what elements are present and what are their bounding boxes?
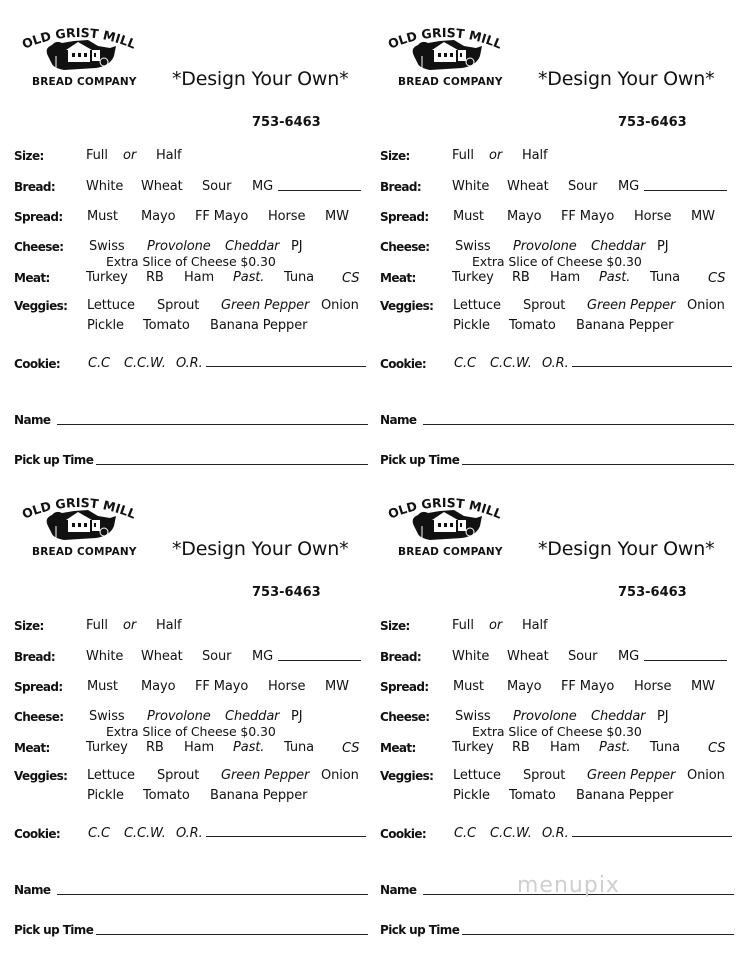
spread-option-mw[interactable]: MW	[691, 679, 715, 694]
name-label: Name	[14, 413, 51, 427]
company-logo	[18, 496, 140, 564]
order-slip-1	[0, 0, 375, 470]
cookie-option-ccw[interactable]: C.C.W.	[490, 826, 532, 841]
cookie-label: Cookie:	[14, 357, 61, 371]
meat-option-tuna[interactable]: Tuna	[650, 740, 681, 755]
veggie-option-pickle[interactable]: Pickle	[453, 318, 490, 333]
bread-option-mg[interactable]: MG	[252, 649, 274, 664]
mill-house-icon	[18, 26, 140, 76]
bread-option-wheat[interactable]: Wheat	[141, 179, 183, 194]
cookie-write-line[interactable]	[572, 366, 732, 367]
cheese-option-swiss[interactable]: Swiss	[89, 709, 125, 724]
bread-option-sour[interactable]: Sour	[568, 179, 598, 194]
meat-label: Meat:	[380, 271, 416, 285]
logo-bottom-text: BREAD COMPANY	[398, 76, 503, 88]
spread-option-mw[interactable]: MW	[325, 679, 349, 694]
cookie-label: Cookie:	[14, 827, 61, 841]
order-slip-4	[366, 470, 741, 940]
bread-option-mg[interactable]: MG	[618, 649, 640, 664]
pickup-time-write-line[interactable]	[462, 464, 734, 465]
bread-label: Bread:	[14, 180, 56, 194]
form-title: *Design Your Own*	[172, 68, 349, 90]
bread-option-sour[interactable]: Sour	[568, 649, 598, 664]
cookie-write-line[interactable]	[206, 366, 366, 367]
meat-option-cs[interactable]: CS	[708, 741, 726, 756]
cookie-option-cc[interactable]: C.C	[454, 356, 476, 371]
size-option-full[interactable]: Full	[86, 148, 108, 163]
pickup-time-write-line[interactable]	[96, 464, 368, 465]
phone-number: 753-6463	[252, 585, 321, 600]
cookie-label: Cookie:	[380, 357, 427, 371]
cheese-option-swiss[interactable]: Swiss	[455, 239, 491, 254]
size-option-full[interactable]: Full	[452, 148, 474, 163]
veggie-option-banana-pepper[interactable]: Banana Pepper	[210, 318, 308, 333]
bread-option-white[interactable]: White	[86, 649, 124, 664]
veggie-option-green-pepper[interactable]: Green Pepper	[587, 768, 676, 783]
size-option-full[interactable]: Full	[452, 618, 474, 633]
cheese-option-pj[interactable]: PJ	[657, 709, 669, 724]
cheese-option-provolone[interactable]: Provolone	[147, 239, 211, 254]
veggie-option-sprout[interactable]: Sprout	[523, 768, 566, 783]
meat-option-rb[interactable]: RB	[146, 270, 164, 285]
veggie-option-banana-pepper[interactable]: Banana Pepper	[576, 318, 674, 333]
spread-option-mayo[interactable]: Mayo	[507, 209, 542, 224]
spread-option-mayo[interactable]: Mayo	[141, 209, 176, 224]
svg-text:OLD GRIST MILL: OLD GRIST MILL	[19, 26, 139, 52]
meat-label: Meat:	[14, 741, 50, 755]
size-or-text: or	[123, 148, 137, 163]
veggie-option-sprout[interactable]: Sprout	[523, 298, 566, 313]
size-option-full[interactable]: Full	[86, 618, 108, 633]
cheese-option-cheddar[interactable]: Cheddar	[225, 709, 280, 724]
company-logo	[18, 26, 140, 94]
veggie-option-lettuce[interactable]: Lettuce	[87, 298, 135, 313]
spread-option-mw[interactable]: MW	[325, 209, 349, 224]
company-logo	[384, 496, 506, 564]
meat-label: Meat:	[380, 741, 416, 755]
bread-mg-write-line[interactable]	[278, 660, 361, 661]
meat-option-pastrami[interactable]: Past.	[599, 740, 631, 755]
meat-option-turkey[interactable]: Turkey	[452, 740, 494, 755]
cheese-option-pj[interactable]: PJ	[291, 239, 303, 254]
bread-option-sour[interactable]: Sour	[202, 179, 232, 194]
order-slip-3	[0, 470, 375, 940]
logo-bottom-text: BREAD COMPANY	[32, 546, 137, 558]
meat-option-turkey[interactable]: Turkey	[86, 270, 128, 285]
spread-option-mayo[interactable]: Mayo	[141, 679, 176, 694]
spread-option-horse[interactable]: Horse	[268, 679, 306, 694]
name-label: Name	[380, 413, 417, 427]
extra-cheese-note: Extra Slice of Cheese $0.30	[472, 254, 642, 269]
spread-option-must[interactable]: Must	[453, 679, 484, 694]
bread-label: Bread:	[380, 650, 422, 664]
form-title: *Design Your Own*	[538, 68, 715, 90]
cookie-option-ccw[interactable]: C.C.W.	[124, 826, 166, 841]
logo-bottom-text: BREAD COMPANY	[32, 76, 137, 88]
bread-option-wheat[interactable]: Wheat	[141, 649, 183, 664]
veggie-option-green-pepper[interactable]: Green Pepper	[587, 298, 676, 313]
pickup-time-label: Pick up Time	[380, 923, 460, 937]
cheese-option-pj[interactable]: PJ	[291, 709, 303, 724]
veggie-option-pickle[interactable]: Pickle	[87, 318, 124, 333]
veggie-option-lettuce[interactable]: Lettuce	[87, 768, 135, 783]
form-title: *Design Your Own*	[172, 538, 349, 560]
size-option-half[interactable]: Half	[522, 618, 548, 633]
veggies-label: Veggies:	[14, 769, 68, 783]
veggie-option-tomato[interactable]: Tomato	[509, 788, 556, 803]
veggie-option-onion[interactable]: Onion	[321, 298, 359, 313]
spread-option-must[interactable]: Must	[87, 209, 118, 224]
veggie-option-sprout[interactable]: Sprout	[157, 298, 200, 313]
name-label: Name	[380, 883, 417, 897]
veggie-option-green-pepper[interactable]: Green Pepper	[221, 768, 310, 783]
size-label: Size:	[14, 149, 44, 163]
spread-label: Spread:	[14, 680, 63, 694]
meat-option-ham[interactable]: Ham	[550, 740, 581, 755]
bread-option-sour[interactable]: Sour	[202, 649, 232, 664]
veggie-option-lettuce[interactable]: Lettuce	[453, 298, 501, 313]
cheese-option-swiss[interactable]: Swiss	[89, 239, 125, 254]
spread-label: Spread:	[380, 680, 429, 694]
watermark: menupix	[517, 873, 620, 898]
cookie-option-ccw[interactable]: C.C.W.	[124, 356, 166, 371]
size-or-text: or	[489, 148, 503, 163]
cheese-option-cheddar[interactable]: Cheddar	[591, 239, 646, 254]
veggies-label: Veggies:	[380, 299, 434, 313]
order-slip-2	[366, 0, 741, 470]
cheese-option-provolone[interactable]: Provolone	[513, 709, 577, 724]
spread-option-ff-mayo[interactable]: FF Mayo	[195, 209, 249, 224]
name-write-line[interactable]	[57, 894, 368, 895]
meat-option-cs[interactable]: CS	[708, 271, 726, 286]
veggie-option-onion[interactable]: Onion	[321, 768, 359, 783]
mill-house-icon	[18, 496, 140, 546]
veggie-option-onion[interactable]: Onion	[687, 298, 725, 313]
cheese-option-provolone[interactable]: Provolone	[513, 239, 577, 254]
size-option-half[interactable]: Half	[156, 618, 182, 633]
meat-option-tuna[interactable]: Tuna	[284, 740, 315, 755]
spread-label: Spread:	[14, 210, 63, 224]
cookie-option-cc[interactable]: C.C	[88, 826, 110, 841]
veggie-option-onion[interactable]: Onion	[687, 768, 725, 783]
company-logo	[384, 26, 506, 94]
cookie-option-cc[interactable]: C.C	[88, 356, 110, 371]
name-write-line[interactable]	[423, 424, 734, 425]
cookie-write-line[interactable]	[572, 836, 732, 837]
veggie-option-lettuce[interactable]: Lettuce	[453, 768, 501, 783]
veggie-option-pickle[interactable]: Pickle	[453, 788, 490, 803]
size-or-text: or	[123, 618, 137, 633]
bread-option-white[interactable]: White	[86, 179, 124, 194]
spread-option-must[interactable]: Must	[87, 679, 118, 694]
meat-option-pastrami[interactable]: Past.	[233, 740, 265, 755]
meat-option-pastrami[interactable]: Past.	[233, 270, 265, 285]
meat-option-ham[interactable]: Ham	[550, 270, 581, 285]
cookie-option-or[interactable]: O.R.	[542, 826, 569, 841]
cheese-option-swiss[interactable]: Swiss	[455, 709, 491, 724]
meat-option-turkey[interactable]: Turkey	[452, 270, 494, 285]
cookie-label: Cookie:	[380, 827, 427, 841]
bread-option-white[interactable]: White	[452, 179, 490, 194]
veggie-option-tomato[interactable]: Tomato	[143, 318, 190, 333]
bread-option-wheat[interactable]: Wheat	[507, 179, 549, 194]
phone-number: 753-6463	[618, 115, 687, 130]
bread-option-mg[interactable]: MG	[252, 179, 274, 194]
cheese-label: Cheese:	[380, 710, 430, 724]
cheese-option-cheddar[interactable]: Cheddar	[225, 239, 280, 254]
bread-label: Bread:	[380, 180, 422, 194]
spread-option-mayo[interactable]: Mayo	[507, 679, 542, 694]
veggie-option-pickle[interactable]: Pickle	[87, 788, 124, 803]
cheese-label: Cheese:	[14, 240, 64, 254]
size-or-text: or	[489, 618, 503, 633]
spread-option-horse[interactable]: Horse	[634, 679, 672, 694]
meat-option-cs[interactable]: CS	[342, 741, 360, 756]
meat-option-tuna[interactable]: Tuna	[650, 270, 681, 285]
cookie-option-ccw[interactable]: C.C.W.	[490, 356, 532, 371]
veggie-option-tomato[interactable]: Tomato	[143, 788, 190, 803]
extra-cheese-note: Extra Slice of Cheese $0.30	[106, 724, 276, 739]
mill-house-icon	[384, 496, 506, 546]
cookie-option-cc[interactable]: C.C	[454, 826, 476, 841]
logo-bottom-text: BREAD COMPANY	[398, 546, 503, 558]
svg-text:OLD GRIST MILL: OLD GRIST MILL	[19, 496, 139, 522]
cheese-label: Cheese:	[380, 240, 430, 254]
phone-number: 753-6463	[618, 585, 687, 600]
cookie-option-or[interactable]: O.R.	[176, 356, 203, 371]
cheese-option-pj[interactable]: PJ	[657, 239, 669, 254]
meat-option-rb[interactable]: RB	[146, 740, 164, 755]
spread-option-horse[interactable]: Horse	[634, 209, 672, 224]
phone-number: 753-6463	[252, 115, 321, 130]
bread-option-white[interactable]: White	[452, 649, 490, 664]
spread-option-mw[interactable]: MW	[691, 209, 715, 224]
veggie-option-banana-pepper[interactable]: Banana Pepper	[576, 788, 674, 803]
name-write-line[interactable]	[57, 424, 368, 425]
meat-option-cs[interactable]: CS	[342, 271, 360, 286]
extra-cheese-note: Extra Slice of Cheese $0.30	[106, 254, 276, 269]
size-label: Size:	[380, 619, 410, 633]
svg-text:OLD GRIST MILL: OLD GRIST MILL	[385, 496, 505, 522]
size-label: Size:	[380, 149, 410, 163]
cookie-option-or[interactable]: O.R.	[176, 826, 203, 841]
pickup-time-label: Pick up Time	[14, 453, 94, 467]
spread-label: Spread:	[380, 210, 429, 224]
meat-label: Meat:	[14, 271, 50, 285]
meat-option-rb[interactable]: RB	[512, 270, 530, 285]
pickup-time-label: Pick up Time	[14, 923, 94, 937]
pickup-time-write-line[interactable]	[462, 934, 734, 935]
size-option-half[interactable]: Half	[522, 148, 548, 163]
spread-option-horse[interactable]: Horse	[268, 209, 306, 224]
meat-option-rb[interactable]: RB	[512, 740, 530, 755]
meat-option-ham[interactable]: Ham	[184, 270, 215, 285]
svg-text:OLD GRIST MILL: OLD GRIST MILL	[385, 26, 505, 52]
pickup-time-write-line[interactable]	[96, 934, 368, 935]
cookie-option-or[interactable]: O.R.	[542, 356, 569, 371]
spread-option-ff-mayo[interactable]: FF Mayo	[561, 209, 615, 224]
cheese-option-cheddar[interactable]: Cheddar	[591, 709, 646, 724]
bread-label: Bread:	[14, 650, 56, 664]
veggie-option-green-pepper[interactable]: Green Pepper	[221, 298, 310, 313]
pickup-time-label: Pick up Time	[380, 453, 460, 467]
size-label: Size:	[14, 619, 44, 633]
veggie-option-banana-pepper[interactable]: Banana Pepper	[210, 788, 308, 803]
veggie-option-tomato[interactable]: Tomato	[509, 318, 556, 333]
bread-mg-write-line[interactable]	[278, 190, 361, 191]
veggies-label: Veggies:	[14, 299, 68, 313]
bread-option-wheat[interactable]: Wheat	[507, 649, 549, 664]
cheese-option-provolone[interactable]: Provolone	[147, 709, 211, 724]
meat-option-tuna[interactable]: Tuna	[284, 270, 315, 285]
veggies-label: Veggies:	[380, 769, 434, 783]
spread-option-must[interactable]: Must	[453, 209, 484, 224]
mill-house-icon	[384, 26, 506, 76]
meat-option-ham[interactable]: Ham	[184, 740, 215, 755]
meat-option-pastrami[interactable]: Past.	[599, 270, 631, 285]
bread-option-mg[interactable]: MG	[618, 179, 640, 194]
spread-option-ff-mayo[interactable]: FF Mayo	[561, 679, 615, 694]
form-title: *Design Your Own*	[538, 538, 715, 560]
cookie-write-line[interactable]	[206, 836, 366, 837]
meat-option-turkey[interactable]: Turkey	[86, 740, 128, 755]
bread-mg-write-line[interactable]	[644, 190, 727, 191]
name-label: Name	[14, 883, 51, 897]
extra-cheese-note: Extra Slice of Cheese $0.30	[472, 724, 642, 739]
veggie-option-sprout[interactable]: Sprout	[157, 768, 200, 783]
bread-mg-write-line[interactable]	[644, 660, 727, 661]
spread-option-ff-mayo[interactable]: FF Mayo	[195, 679, 249, 694]
size-option-half[interactable]: Half	[156, 148, 182, 163]
cheese-label: Cheese:	[14, 710, 64, 724]
